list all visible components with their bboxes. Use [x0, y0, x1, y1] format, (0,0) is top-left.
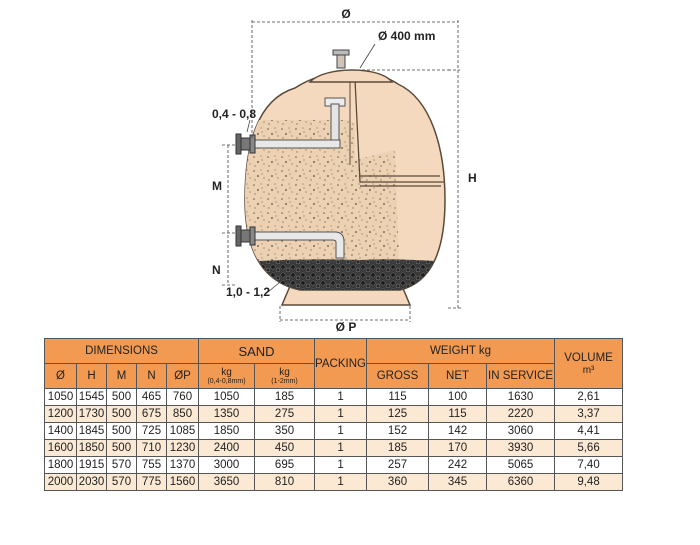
- col-gross: GROSS: [367, 364, 429, 389]
- cell: 185: [255, 389, 315, 406]
- cell: 1: [315, 423, 367, 440]
- packing-header: PACKING: [315, 339, 367, 389]
- cell: 1230: [167, 440, 199, 457]
- cell: 2,61: [555, 389, 623, 406]
- cell: 1915: [77, 457, 107, 474]
- cell: 4,41: [555, 423, 623, 440]
- tank-lid: [310, 70, 392, 82]
- cell: 1050: [45, 389, 77, 406]
- cell: 1050: [199, 389, 255, 406]
- cell: 5,66: [555, 440, 623, 457]
- cell: 1085: [167, 423, 199, 440]
- cell: 1545: [77, 389, 107, 406]
- cell: 2000: [45, 474, 77, 491]
- cell: 1845: [77, 423, 107, 440]
- col-m: M: [107, 364, 137, 389]
- sand-fine-kg: kg: [221, 366, 232, 378]
- cell: 2030: [77, 474, 107, 491]
- cell: 3650: [199, 474, 255, 491]
- col-n: N: [137, 364, 167, 389]
- table-row: [45, 457, 623, 474]
- table-row: [45, 389, 623, 406]
- cell: 170: [429, 440, 487, 457]
- weight-header: WEIGHT kg: [367, 339, 555, 364]
- cell: 275: [255, 406, 315, 423]
- cell: 1630: [487, 389, 555, 406]
- cell: 125: [367, 406, 429, 423]
- cell: 1600: [45, 440, 77, 457]
- cell: 1200: [45, 406, 77, 423]
- col-net: NET: [429, 364, 487, 389]
- cell: 1800: [45, 457, 77, 474]
- cell: 3930: [487, 440, 555, 457]
- col-in-service: IN SERVICE: [487, 364, 555, 389]
- sand-header: SAND: [199, 339, 315, 364]
- cell: 1: [315, 457, 367, 474]
- n-label: N: [212, 263, 221, 277]
- dimensions-header: DIMENSIONS: [45, 339, 199, 364]
- volume-header: [555, 339, 623, 389]
- cell: 1: [315, 389, 367, 406]
- cell: 100: [429, 389, 487, 406]
- col-p: ØP: [167, 364, 199, 389]
- cell: 9,48: [555, 474, 623, 491]
- cell: 350: [255, 423, 315, 440]
- cell: 1850: [77, 440, 107, 457]
- cell: 695: [255, 457, 315, 474]
- spec-table: [44, 338, 623, 491]
- cell: 115: [429, 406, 487, 423]
- cell: 1400: [45, 423, 77, 440]
- table-row: [45, 406, 623, 423]
- cell: 675: [137, 406, 167, 423]
- cell: 1560: [167, 474, 199, 491]
- cell: 1350: [199, 406, 255, 423]
- cell: 500: [107, 406, 137, 423]
- cell: 7,40: [555, 457, 623, 474]
- cell: 115: [367, 389, 429, 406]
- cell: 3,37: [555, 406, 623, 423]
- base-diameter-label: Ø P: [335, 320, 357, 334]
- cell: 6360: [487, 474, 555, 491]
- col-d: Ø: [45, 364, 77, 389]
- col-sand-coarse: [255, 364, 315, 389]
- cell: 570: [107, 474, 137, 491]
- bottom-range-label: 1,0 - 1,2: [226, 285, 271, 299]
- lower-valve: [236, 226, 255, 246]
- cell: 755: [137, 457, 167, 474]
- cell: 1: [315, 406, 367, 423]
- cell: 2220: [487, 406, 555, 423]
- table-body: [45, 389, 623, 491]
- table-row: [45, 440, 623, 457]
- cell: 465: [137, 389, 167, 406]
- cell: 345: [429, 474, 487, 491]
- table-row: [45, 474, 623, 491]
- cell: 3060: [487, 423, 555, 440]
- gravel-bed: [240, 259, 450, 290]
- cell: 142: [429, 423, 487, 440]
- height-label: H: [468, 171, 477, 185]
- sand-coarse-grain: (1-2mm): [271, 377, 298, 385]
- diameter-label: Ø: [341, 7, 351, 21]
- cell: 450: [255, 440, 315, 457]
- col-sand-fine: [199, 364, 255, 389]
- cell: 500: [107, 389, 137, 406]
- volume-unit: m³: [582, 364, 595, 376]
- cell: 1730: [77, 406, 107, 423]
- cell: 3000: [199, 457, 255, 474]
- cell: 760: [167, 389, 199, 406]
- cell: 1850: [199, 423, 255, 440]
- cell: 2400: [199, 440, 255, 457]
- cell: 710: [137, 440, 167, 457]
- volume-label: VOLUME: [564, 351, 613, 364]
- air-vent: [337, 54, 345, 68]
- cell: 185: [367, 440, 429, 457]
- cell: 1: [315, 440, 367, 457]
- cell: 360: [367, 474, 429, 491]
- cell: 5065: [487, 457, 555, 474]
- sand-coarse-kg: kg: [279, 366, 290, 378]
- cell: 1: [315, 474, 367, 491]
- table-row: [45, 423, 623, 440]
- cell: 850: [167, 406, 199, 423]
- inlet-diameter-label: Ø 400 mm: [378, 29, 436, 43]
- cell: 500: [107, 440, 137, 457]
- cell: 257: [367, 457, 429, 474]
- cell: 810: [255, 474, 315, 491]
- col-h: H: [77, 364, 107, 389]
- cell: 1370: [167, 457, 199, 474]
- cell: 152: [367, 423, 429, 440]
- top-range-label: 0,4 - 0,8: [212, 107, 257, 121]
- cell: 725: [137, 423, 167, 440]
- m-label: M: [212, 179, 222, 193]
- cell: 570: [107, 457, 137, 474]
- cell: 242: [429, 457, 487, 474]
- cell: 775: [137, 474, 167, 491]
- cell: 500: [107, 423, 137, 440]
- sand-fine-grain: (0,4-0,8mm): [207, 377, 246, 385]
